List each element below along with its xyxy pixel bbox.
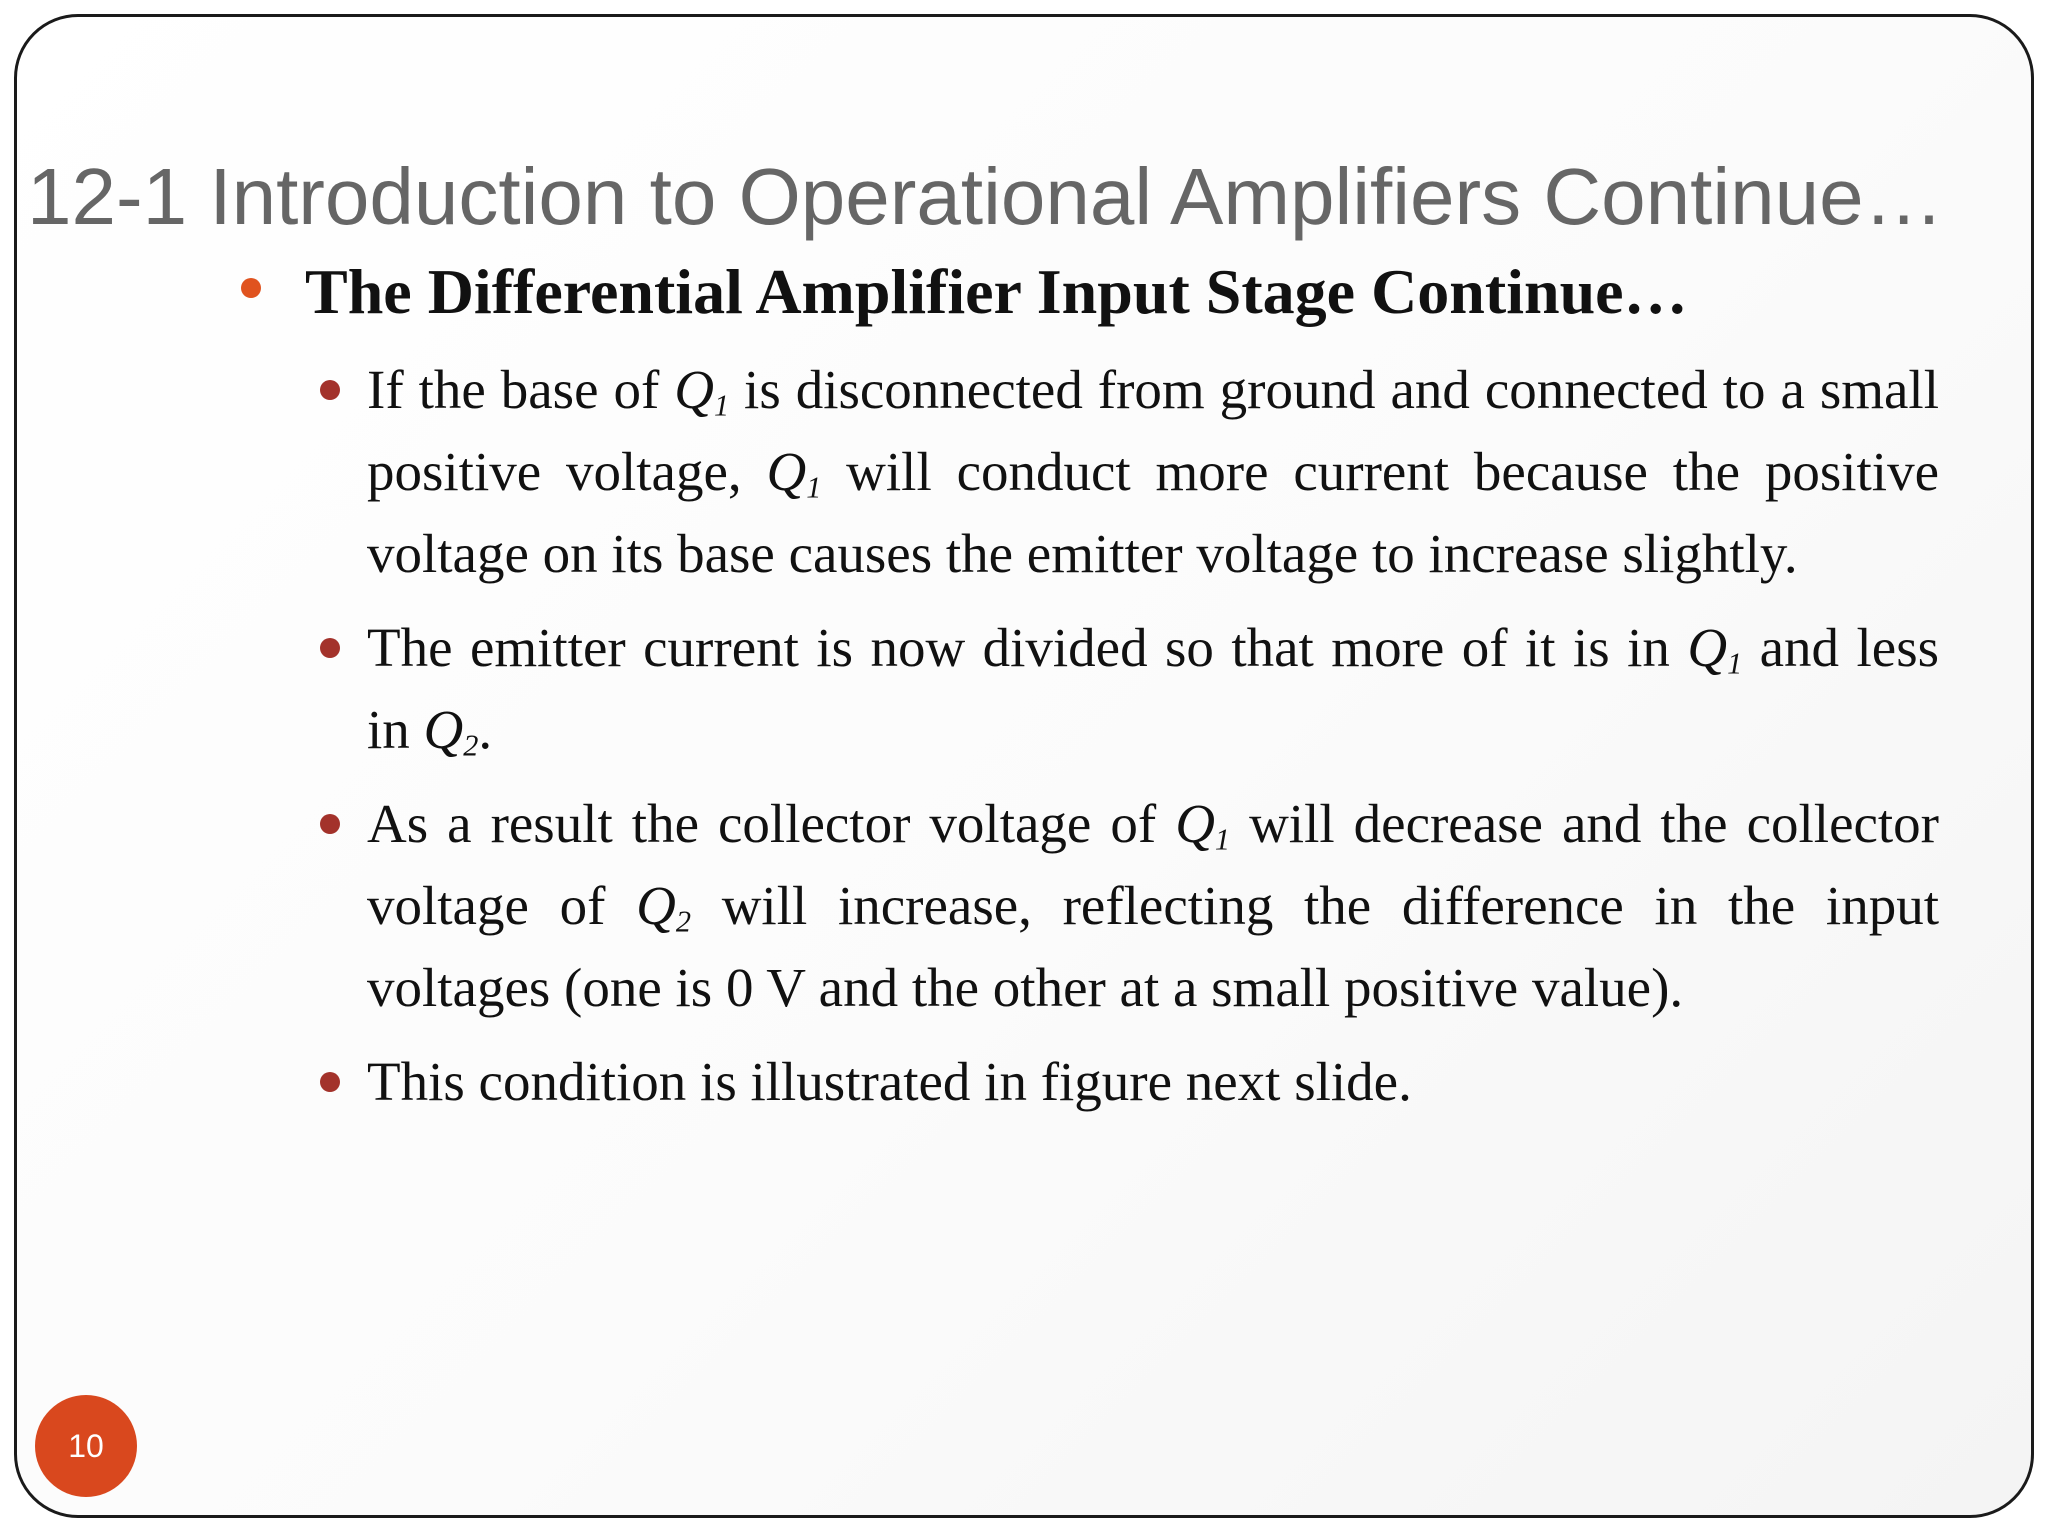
transistor-symbol: $Q_1$ — [1175, 793, 1231, 857]
list-item — [313, 783, 1939, 1029]
bullet-text: This condition is illustrated in figure next slide. — [367, 1051, 1412, 1112]
bullet-text: As a result the collector voltage of — [367, 793, 1176, 854]
transistor-symbol: $Q_1$ — [674, 359, 730, 423]
bullet-text: will conduct more current because the positive voltage on its base causes the emitter voltage to increase slightly. — [367, 441, 1939, 584]
bullet-text: and less in — [367, 617, 1939, 760]
bullet-text: will increase, reflecting the difference in the input voltages (one is 0 V and the other at a small positive value). — [367, 875, 1939, 1018]
slide-frame — [14, 14, 2034, 1518]
orange-bullet-icon — [241, 278, 261, 298]
bullet-dot-icon — [320, 380, 340, 400]
transistor-symbol: $Q_1$ — [766, 441, 822, 505]
transistor-symbol: $Q_2$ — [423, 699, 479, 763]
list-item — [313, 607, 1939, 771]
bullet-text: is disconnected from ground and connected to a small positive voltage, — [367, 359, 1939, 502]
transistor-symbol: $Q_2$ — [636, 875, 691, 939]
bullet-text: If the base of — [367, 359, 675, 420]
page-number-badge: 10 — [35, 1395, 137, 1497]
bullet-dot-icon — [320, 638, 340, 658]
heading-text: The Differential Amplifier Input Stage Continue… — [305, 256, 1688, 327]
slide-title: 12-1 Introduction to Operational Amplifiers Continue… — [27, 152, 1944, 241]
bullet-dot-icon — [320, 814, 340, 834]
bullet-text: The emitter current is now divided so that more of it is in — [367, 617, 1688, 678]
transistor-symbol: $Q_1$ — [1687, 617, 1743, 681]
bullet-text: . — [478, 699, 493, 760]
list-item — [313, 1041, 1939, 1123]
list-item — [313, 349, 1939, 595]
sub-bullet-list — [313, 349, 1939, 1135]
bullet-text: will decrease and the collector voltage of — [367, 793, 1939, 936]
bullet-dot-icon — [320, 1072, 340, 1092]
